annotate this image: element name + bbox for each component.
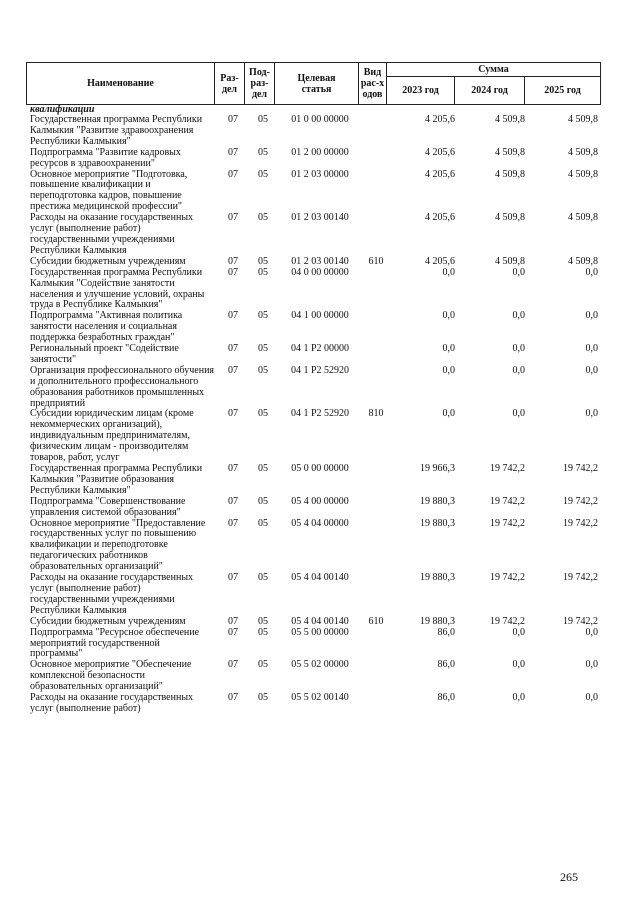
- row-podrazdel: 05: [258, 212, 268, 224]
- row-target-article: 05 0 00 00000: [291, 463, 349, 474]
- row-sum-2023: 4 205,6: [425, 212, 455, 224]
- row-sum-2025: 19 742,2: [563, 572, 598, 584]
- row-sum-2023: 86,0: [437, 626, 455, 638]
- row-sum-2024: 19 742,2: [490, 495, 525, 507]
- row-sum-2023: 0,0: [442, 408, 455, 420]
- row-name: Расходы на оказание государственных услуг (выполнение работ) государственными учреждениями Республики Калмыкия: [30, 572, 194, 616]
- row-sum-2025: 0,0: [585, 659, 598, 671]
- row-name: Расходы на оказание государственных услуг (выполнение работ) государственными учреждениями Республики Калмыкия: [30, 212, 194, 256]
- row-name: Государственная программа Республики Калмыкия "Развитие образования Республики Калмыкия": [30, 463, 203, 496]
- row-sum-2024: 0,0: [512, 310, 525, 322]
- table-body: [30, 104, 600, 715]
- table-row: [30, 366, 600, 410]
- row-sum-2023: 86,0: [437, 692, 455, 704]
- row-expense-type: [362, 213, 390, 257]
- row-sum-2024: 4 509,8: [495, 255, 525, 267]
- row-razdel: 07: [228, 310, 238, 322]
- row-target-article: 05 4 04 00000: [291, 517, 349, 529]
- row-podrazdel: 05: [258, 168, 268, 180]
- row-target-article: 05 5 02 00140: [291, 692, 349, 704]
- row-name: Основное мероприятие "Подготовка, повышение квалификации и переподготовка кадров, повышение престижа медицинской профессии": [30, 168, 188, 213]
- row-expense-type: [362, 268, 390, 312]
- table-row: [30, 115, 600, 148]
- row-razdel: 07: [228, 343, 238, 355]
- row-podrazdel: 05: [258, 495, 268, 507]
- row-sum-2025: 0,0: [585, 310, 598, 322]
- row-sum-2023: 86,0: [437, 659, 455, 671]
- continued-line: квалификации: [30, 104, 95, 115]
- table-row: [30, 464, 600, 497]
- row-razdel: 07: [228, 255, 238, 267]
- row-razdel: 07: [228, 626, 238, 638]
- row-target-article: 05 4 04 00140: [291, 615, 349, 627]
- row-podrazdel: 05: [258, 463, 268, 474]
- row-razdel: 07: [228, 615, 238, 627]
- row-sum-2025: 4 509,8: [568, 255, 598, 267]
- row-sum-2025: 19 742,2: [563, 495, 598, 507]
- row-podrazdel: 05: [258, 146, 268, 158]
- header-2024: 2024 год: [455, 77, 525, 105]
- row-sum-2025: 19 742,2: [563, 517, 598, 529]
- row-target-article: 05 4 04 00140: [291, 572, 349, 584]
- row-sum-2023: 4 205,6: [425, 114, 455, 125]
- row-name: Подпрограмма "Совершенствование управления системой образования": [30, 495, 186, 518]
- table-row: [30, 628, 600, 661]
- table-row: [30, 344, 600, 366]
- row-sum-2023: 0,0: [442, 364, 455, 376]
- row-razdel: 07: [228, 364, 238, 376]
- row-razdel: 07: [228, 114, 238, 125]
- table-row: [30, 213, 600, 257]
- row-target-article: 04 1 P2 52920: [290, 364, 350, 376]
- row-sum-2024: 4 509,8: [495, 212, 525, 224]
- row-sum-2024: 0,0: [512, 692, 525, 704]
- row-expense-type: [362, 464, 390, 497]
- row-sum-2025: 0,0: [585, 343, 598, 355]
- row-razdel: 07: [228, 168, 238, 180]
- row-sum-2023: 19 880,3: [420, 517, 455, 529]
- row-razdel: 07: [228, 659, 238, 671]
- row-target-article: 01 2 03 00140: [291, 212, 349, 224]
- table-row: [30, 311, 600, 344]
- row-razdel: 07: [228, 212, 238, 224]
- row-podrazdel: 05: [258, 692, 268, 704]
- row-name: Субсидии бюджетным учреждениям: [30, 255, 186, 267]
- row-name: Подпрограмма "Развитие кадровых ресурсов в здравоохранении": [30, 146, 181, 169]
- row-sum-2025: 0,0: [585, 408, 598, 420]
- row-name: Организация профессионального обучения и дополнительного профессионального образования работников промышленных предприятий: [30, 364, 215, 409]
- row-sum-2025: 0,0: [585, 626, 598, 638]
- table-row: [30, 573, 600, 617]
- row-sum-2024: 0,0: [512, 659, 525, 671]
- row-podrazdel: 05: [258, 572, 268, 584]
- header-vid: Вид рас-ходов: [359, 63, 387, 105]
- row-sum-2024: 0,0: [512, 408, 525, 420]
- row-podrazdel: 05: [258, 343, 268, 355]
- table-row: [30, 409, 600, 464]
- table-rows: [30, 115, 600, 715]
- table-row: [30, 660, 600, 693]
- page-number: 265: [560, 870, 578, 884]
- row-podrazdel: 05: [258, 364, 268, 376]
- row-expense-type: 610: [368, 255, 384, 267]
- row-sum-2025: 0,0: [585, 266, 598, 278]
- row-sum-2024: 0,0: [512, 343, 525, 355]
- row-expense-type: [362, 170, 390, 214]
- row-sum-2024: 19 742,2: [490, 572, 525, 584]
- row-name: Субсидии юридическим лицам (кроме некоммерческих организаций), индивидуальным предпринимателям, физическим лицам - производителям товаров, работ, услуг: [30, 408, 194, 464]
- row-expense-type: [362, 693, 390, 715]
- row-target-article: 05 5 00 00000: [291, 626, 349, 638]
- row-name: Государственная программа Республики Калмыкия "Содействие занятости населения и улучшение условий, охраны труда в Республике Калмыкия": [30, 266, 205, 311]
- row-target-article: 01 2 00 00000: [291, 146, 349, 158]
- row-sum-2025: 0,0: [585, 364, 598, 376]
- row-sum-2023: 0,0: [442, 343, 455, 355]
- row-name: Субсидии бюджетным учреждениям: [30, 615, 186, 627]
- row-podrazdel: 05: [258, 659, 268, 671]
- row-razdel: 07: [228, 692, 238, 704]
- row-sum-2023: 19 880,3: [420, 572, 455, 584]
- row-target-article: 04 0 00 00000: [291, 266, 349, 278]
- table-row: [30, 617, 600, 628]
- header-cs: Целевая статья: [275, 63, 359, 105]
- table-row: [30, 170, 600, 214]
- header-2023: 2023 год: [387, 77, 455, 105]
- row-sum-2023: 19 966,3: [420, 463, 455, 474]
- row-target-article: 04 1 P2 52920: [290, 408, 350, 420]
- header-2025: 2025 год: [525, 77, 601, 105]
- table-row: [30, 497, 600, 519]
- row-sum-2024: 19 742,2: [490, 517, 525, 529]
- table-row: [30, 519, 600, 574]
- row-sum-2023: 0,0: [442, 310, 455, 322]
- row-podrazdel: 05: [258, 114, 268, 125]
- header-name: Наименование: [27, 63, 215, 105]
- row-name: Подпрограмма "Активная политика занятости населения и социальная поддержка безработных граждан": [30, 310, 183, 344]
- row-podrazdel: 05: [258, 615, 268, 627]
- row-sum-2024: 4 509,8: [495, 114, 525, 125]
- table-header: [26, 62, 601, 105]
- row-podrazdel: 05: [258, 266, 268, 278]
- header-razdel: Раз-дел: [215, 63, 245, 105]
- row-target-article: 01 0 00 00000: [291, 114, 349, 125]
- row-podrazdel: 05: [258, 626, 268, 638]
- row-sum-2023: 0,0: [442, 266, 455, 278]
- row-podrazdel: 05: [258, 408, 268, 420]
- row-sum-2024: 0,0: [512, 266, 525, 278]
- row-sum-2025: 19 742,2: [563, 463, 598, 474]
- table-row: [30, 148, 600, 170]
- row-expense-type: [362, 660, 390, 693]
- table-row: [30, 268, 600, 312]
- row-sum-2023: 19 880,3: [420, 495, 455, 507]
- row-sum-2023: 4 205,6: [425, 146, 455, 158]
- row-sum-2024: 0,0: [512, 364, 525, 376]
- row-sum-2024: 4 509,8: [495, 146, 525, 158]
- table-row: [30, 693, 600, 715]
- row-expense-type: [362, 519, 390, 574]
- row-target-article: 05 5 02 00000: [291, 659, 349, 671]
- row-razdel: 07: [228, 495, 238, 507]
- row-razdel: 07: [228, 266, 238, 278]
- row-sum-2025: 4 509,8: [568, 168, 598, 180]
- row-name: Основное мероприятие "Обеспечение комплексной безопасности образовательных организаций": [30, 659, 192, 693]
- row-expense-type: [362, 573, 390, 617]
- row-sum-2025: 4 509,8: [568, 212, 598, 224]
- row-razdel: 07: [228, 408, 238, 420]
- row-target-article: 04 1 P2 00000: [290, 343, 350, 355]
- header-summa: Сумма: [387, 63, 601, 77]
- row-sum-2023: 19 880,3: [420, 615, 455, 627]
- row-podrazdel: 05: [258, 255, 268, 267]
- row-razdel: 07: [228, 463, 238, 474]
- row-name: Основное мероприятие "Предоставление государственных услуг по повышению квалификации и переподготовке педагогических работников образовательных организаций": [30, 517, 206, 573]
- row-razdel: 07: [228, 517, 238, 529]
- row-expense-type: [362, 148, 390, 170]
- row-sum-2023: 4 205,6: [425, 255, 455, 267]
- row-sum-2025: 4 509,8: [568, 146, 598, 158]
- row-podrazdel: 05: [258, 517, 268, 529]
- row-sum-2025: 4 509,8: [568, 114, 598, 125]
- row-expense-type: [362, 115, 390, 148]
- row-target-article: 01 2 03 00140: [291, 255, 349, 267]
- row-expense-type: 810: [368, 408, 384, 420]
- row-sum-2024: 19 742,2: [490, 615, 525, 627]
- row-sum-2023: 4 205,6: [425, 168, 455, 180]
- row-name: Расходы на оказание государственных услуг (выполнение работ): [30, 692, 194, 714]
- header-podrazdel: Под-раз-дел: [245, 63, 275, 105]
- row-expense-type: [362, 366, 390, 410]
- row-sum-2024: 4 509,8: [495, 168, 525, 180]
- row-target-article: 04 1 00 00000: [291, 310, 349, 322]
- row-target-article: 05 4 00 00000: [291, 495, 349, 507]
- row-sum-2024: 0,0: [512, 626, 525, 638]
- row-name: Региональный проект "Содействие занятости": [30, 343, 179, 365]
- row-sum-2025: 19 742,2: [563, 615, 598, 627]
- row-expense-type: [362, 311, 390, 344]
- row-expense-type: 610: [368, 615, 384, 627]
- row-expense-type: [362, 628, 390, 661]
- row-name: Подпрограмма "Ресурсное обеспечение мероприятий государственной программы": [30, 626, 200, 660]
- row-razdel: 07: [228, 572, 238, 584]
- row-razdel: 07: [228, 146, 238, 158]
- row-podrazdel: 05: [258, 310, 268, 322]
- row-sum-2024: 19 742,2: [490, 463, 525, 474]
- row-target-article: 01 2 03 00000: [291, 168, 349, 180]
- row-expense-type: [362, 497, 390, 519]
- row-name: Государственная программа Республики Калмыкия "Развитие здравоохранения Республики Калмыкия": [30, 114, 203, 147]
- row-expense-type: [362, 344, 390, 366]
- row-sum-2025: 0,0: [585, 692, 598, 704]
